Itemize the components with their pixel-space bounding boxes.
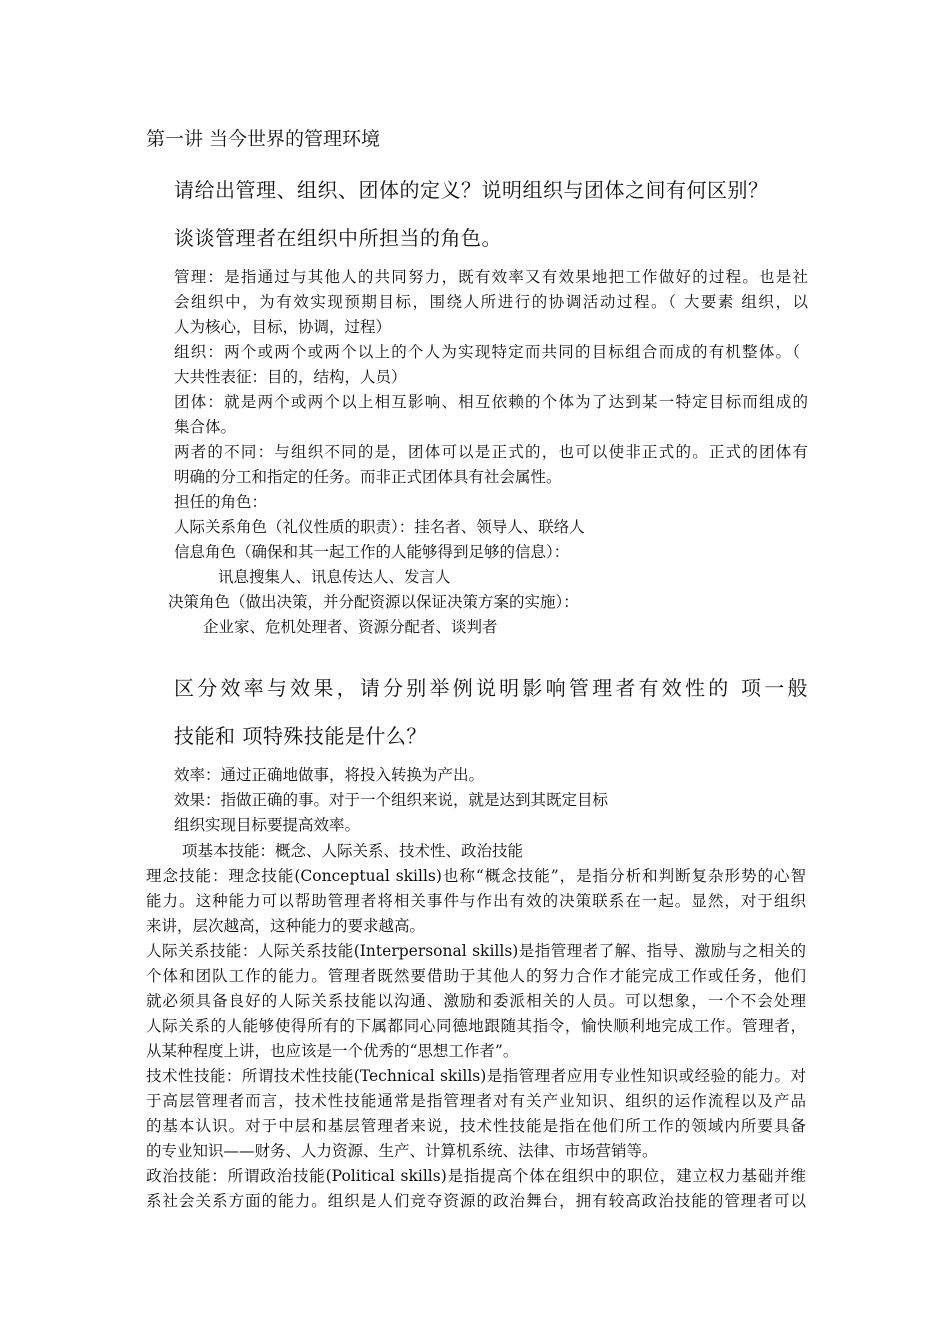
technical-skill-line-1: 技术性技能：所谓技术性技能(Technical skills)是指管理者应用专业性知识或经验的能力。对: [146, 1067, 806, 1085]
conceptual-skill-line-3: 来讲，层次越高，这种能力的要求越高。: [146, 917, 426, 935]
management-definition-line-1: 管理：是指通过与其他人的共同努力，既有效率又有效果地把工作做好的过程。也是社: [174, 268, 808, 286]
efficiency-definition: 效率：通过正确地做事，将投入转换为产出。: [174, 766, 485, 784]
role-informational: 信息角色（确保和其一起工作的人能够得到足够的信息）：: [174, 543, 570, 561]
political-skill-line-2: 系社会关系方面的能力。组织是人们竞夺资源的政治舞台，拥有较高政治技能的管理者可以: [146, 1192, 806, 1210]
organization-definition-line-1: 组织：两个或两个或两个以上的个人为实现特定而共同的目标组合而成的有机整体。（: [174, 343, 800, 361]
effectiveness-definition: 效果：指做正确的事。对于一个组织来说，就是达到其既定目标: [174, 791, 609, 809]
interpersonal-skill-line-5: 从某种程度上讲，也应该是一个优秀的“思想工作者”。: [146, 1042, 519, 1060]
basic-skills: 项基本技能：概念、人际关系、技术性、政治技能: [182, 842, 524, 860]
interpersonal-skill-line-2: 个体和团队工作的能力。管理者既然要借助于其他人的努力合作才能完成工作或任务，他们: [146, 967, 806, 985]
conceptual-skill-line-1: 理念技能：理念技能(Conceptual skills)也称“概念技能”，是指分析和判断复杂形势的心智: [146, 867, 806, 885]
technical-skill-line-2: 于高层管理者而言，技术性技能通常是指管理者对有关产业知识、组织的运作流程以及产品: [146, 1092, 806, 1110]
group-definition-line-2: 集合体。: [174, 418, 237, 436]
interpersonal-skill-line-4: 人际关系的人能够使得所有的下属都同心同德地跟随其指令，愉快顺利地完成工作。管理者，: [146, 1017, 806, 1035]
conceptual-skill-line-2: 能力。这种能力可以帮助管理者将相关事件与作出有效的决策联系在一起。显然，对于组织: [146, 892, 806, 910]
political-skill-line-1: 政治技能：所谓政治技能(Political skills)是指提高个体在组织中的职位，建立权力基础并维: [146, 1167, 806, 1185]
lecture-heading: 第一讲 当今世界的管理环境: [146, 128, 381, 150]
organization-goal: 组织实现目标要提高效率。: [174, 816, 361, 834]
management-definition-line-3: 人为核心，目标，协调，过程）: [174, 318, 392, 336]
role-informational-items: 讯息搜集人、讯息传达人、发言人: [218, 568, 451, 586]
role-decisional: 决策角色（做出决策，并分配资源以保证决策方案的实施）：: [168, 593, 579, 611]
role-interpersonal: 人际关系角色（礼仪性质的职责）：挂名者、领导人、联络人: [174, 518, 585, 536]
question-1-line-1: 请给出管理、组织、团体的定义？说明组织与团体之间有何区别？: [174, 178, 769, 202]
interpersonal-skill-line-3: 就必须具备良好的人际关系技能以沟通、激励和委派相关的人员。可以想象，一个不会处理: [146, 992, 806, 1010]
roles-title: 担任的角色：: [174, 493, 268, 511]
group-definition-line-1: 团体：就是两个或两个以上相互影响、相互依赖的个体为了达到某一特定目标而组成的: [174, 393, 808, 411]
question-2-line-1: 区分效率与效果，请分别举例说明影响管理者有效性的 项一般: [174, 676, 808, 700]
interpersonal-skill-line-1: 人际关系技能：人际关系技能(Interpersonal skills)是指管理者了解、指导、激励与之相关的: [146, 942, 806, 960]
organization-definition-line-2: 大共性表征：目的，结构，人员）: [174, 368, 407, 386]
question-1-line-2: 谈谈管理者在组织中所担当的角色。: [174, 226, 502, 250]
difference-line-2: 明确的分工和指定的任务。而非正式团体具有社会属性。: [174, 468, 562, 486]
difference-line-1: 两者的不同：与组织不同的是，团体可以是正式的，也可以使非正式的。正式的团体有: [174, 443, 808, 461]
role-decisional-items: 企业家、危机处理者、资源分配者、谈判者: [203, 618, 498, 636]
technical-skill-line-3: 的基本认识。对于中层和基层管理者来说，技术性技能是指在他们所工作的领域内所要具备: [146, 1117, 806, 1135]
management-definition-line-2: 会组织中，为有效实现预期目标，围绕人所进行的协调活动过程。（ 大要素 组织，以: [174, 293, 808, 311]
question-2-line-2: 技能和 项特殊技能是什么？: [174, 724, 427, 748]
technical-skill-line-4: 的专业知识——财务、人力资源、生产、计算机系统、法律、市场营销等。: [146, 1142, 658, 1160]
